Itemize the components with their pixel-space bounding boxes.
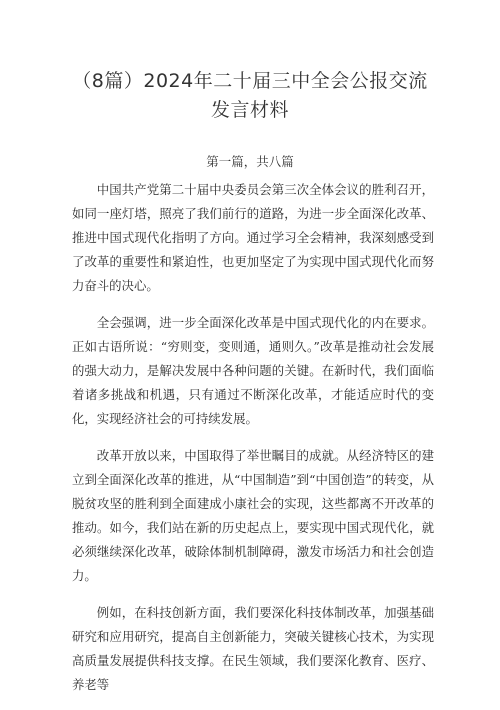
document-title-line-2: 发言材料: [210, 99, 289, 121]
paragraph-2: 全会强调，进一步全面深化改革是中国式现代化的内在要求。正如古语所说：“穷则变，变则通，通则久。”改革是推动社会发展的强大动力，是解决发展中各种问题的关键。在新时代，我们面临着诸多挑战和机遇，只有通过不断深化改革，才能适应时代的变化，实现经济社会的可持续发展。: [72, 315, 434, 426]
paragraph-4: 例如，在科技创新方面，我们要深化科技体制改革，加强基础研究和应用研究，提高自主创新能力，突破关键核心技术，为实现高质量发展提供科技支撑。在民生领域，我们要深化教育、医疗、养老等: [72, 605, 434, 692]
section-heading: 第一篇，共八篇: [206, 154, 294, 169]
paragraph-1: 中国共产党第二十届中央委员会第三次全体会议的胜利召开，如同一座灯塔，照亮了我们前行的道路，为进一步全面深化改革、推进中国式现代化指明了方向。通过学习全会精神，我深刻感受到了改革的重要性和紧迫性，也更加坚定了为实现中国式现代化而努力奋斗的决心。: [72, 182, 434, 293]
document-body: [72, 178, 434, 710]
paragraph-3: 改革开放以来，中国取得了举世瞩目的成就。从经济特区的建立到全面深化改革的推进，从“中国制造”到“中国创造”的转变，从脱贫攻坚的胜利到全面建成小康社会的实现，这些都离不开改革的推动。如今，我们站在新的历史起点上，要实现中国式现代化，就必须继续深化改革，破除体制机制障碍，激发市场活力和社会创造力。: [72, 448, 434, 583]
document-title-line-1: （8篇）2024年二十届三中全会公报交流: [72, 70, 428, 92]
